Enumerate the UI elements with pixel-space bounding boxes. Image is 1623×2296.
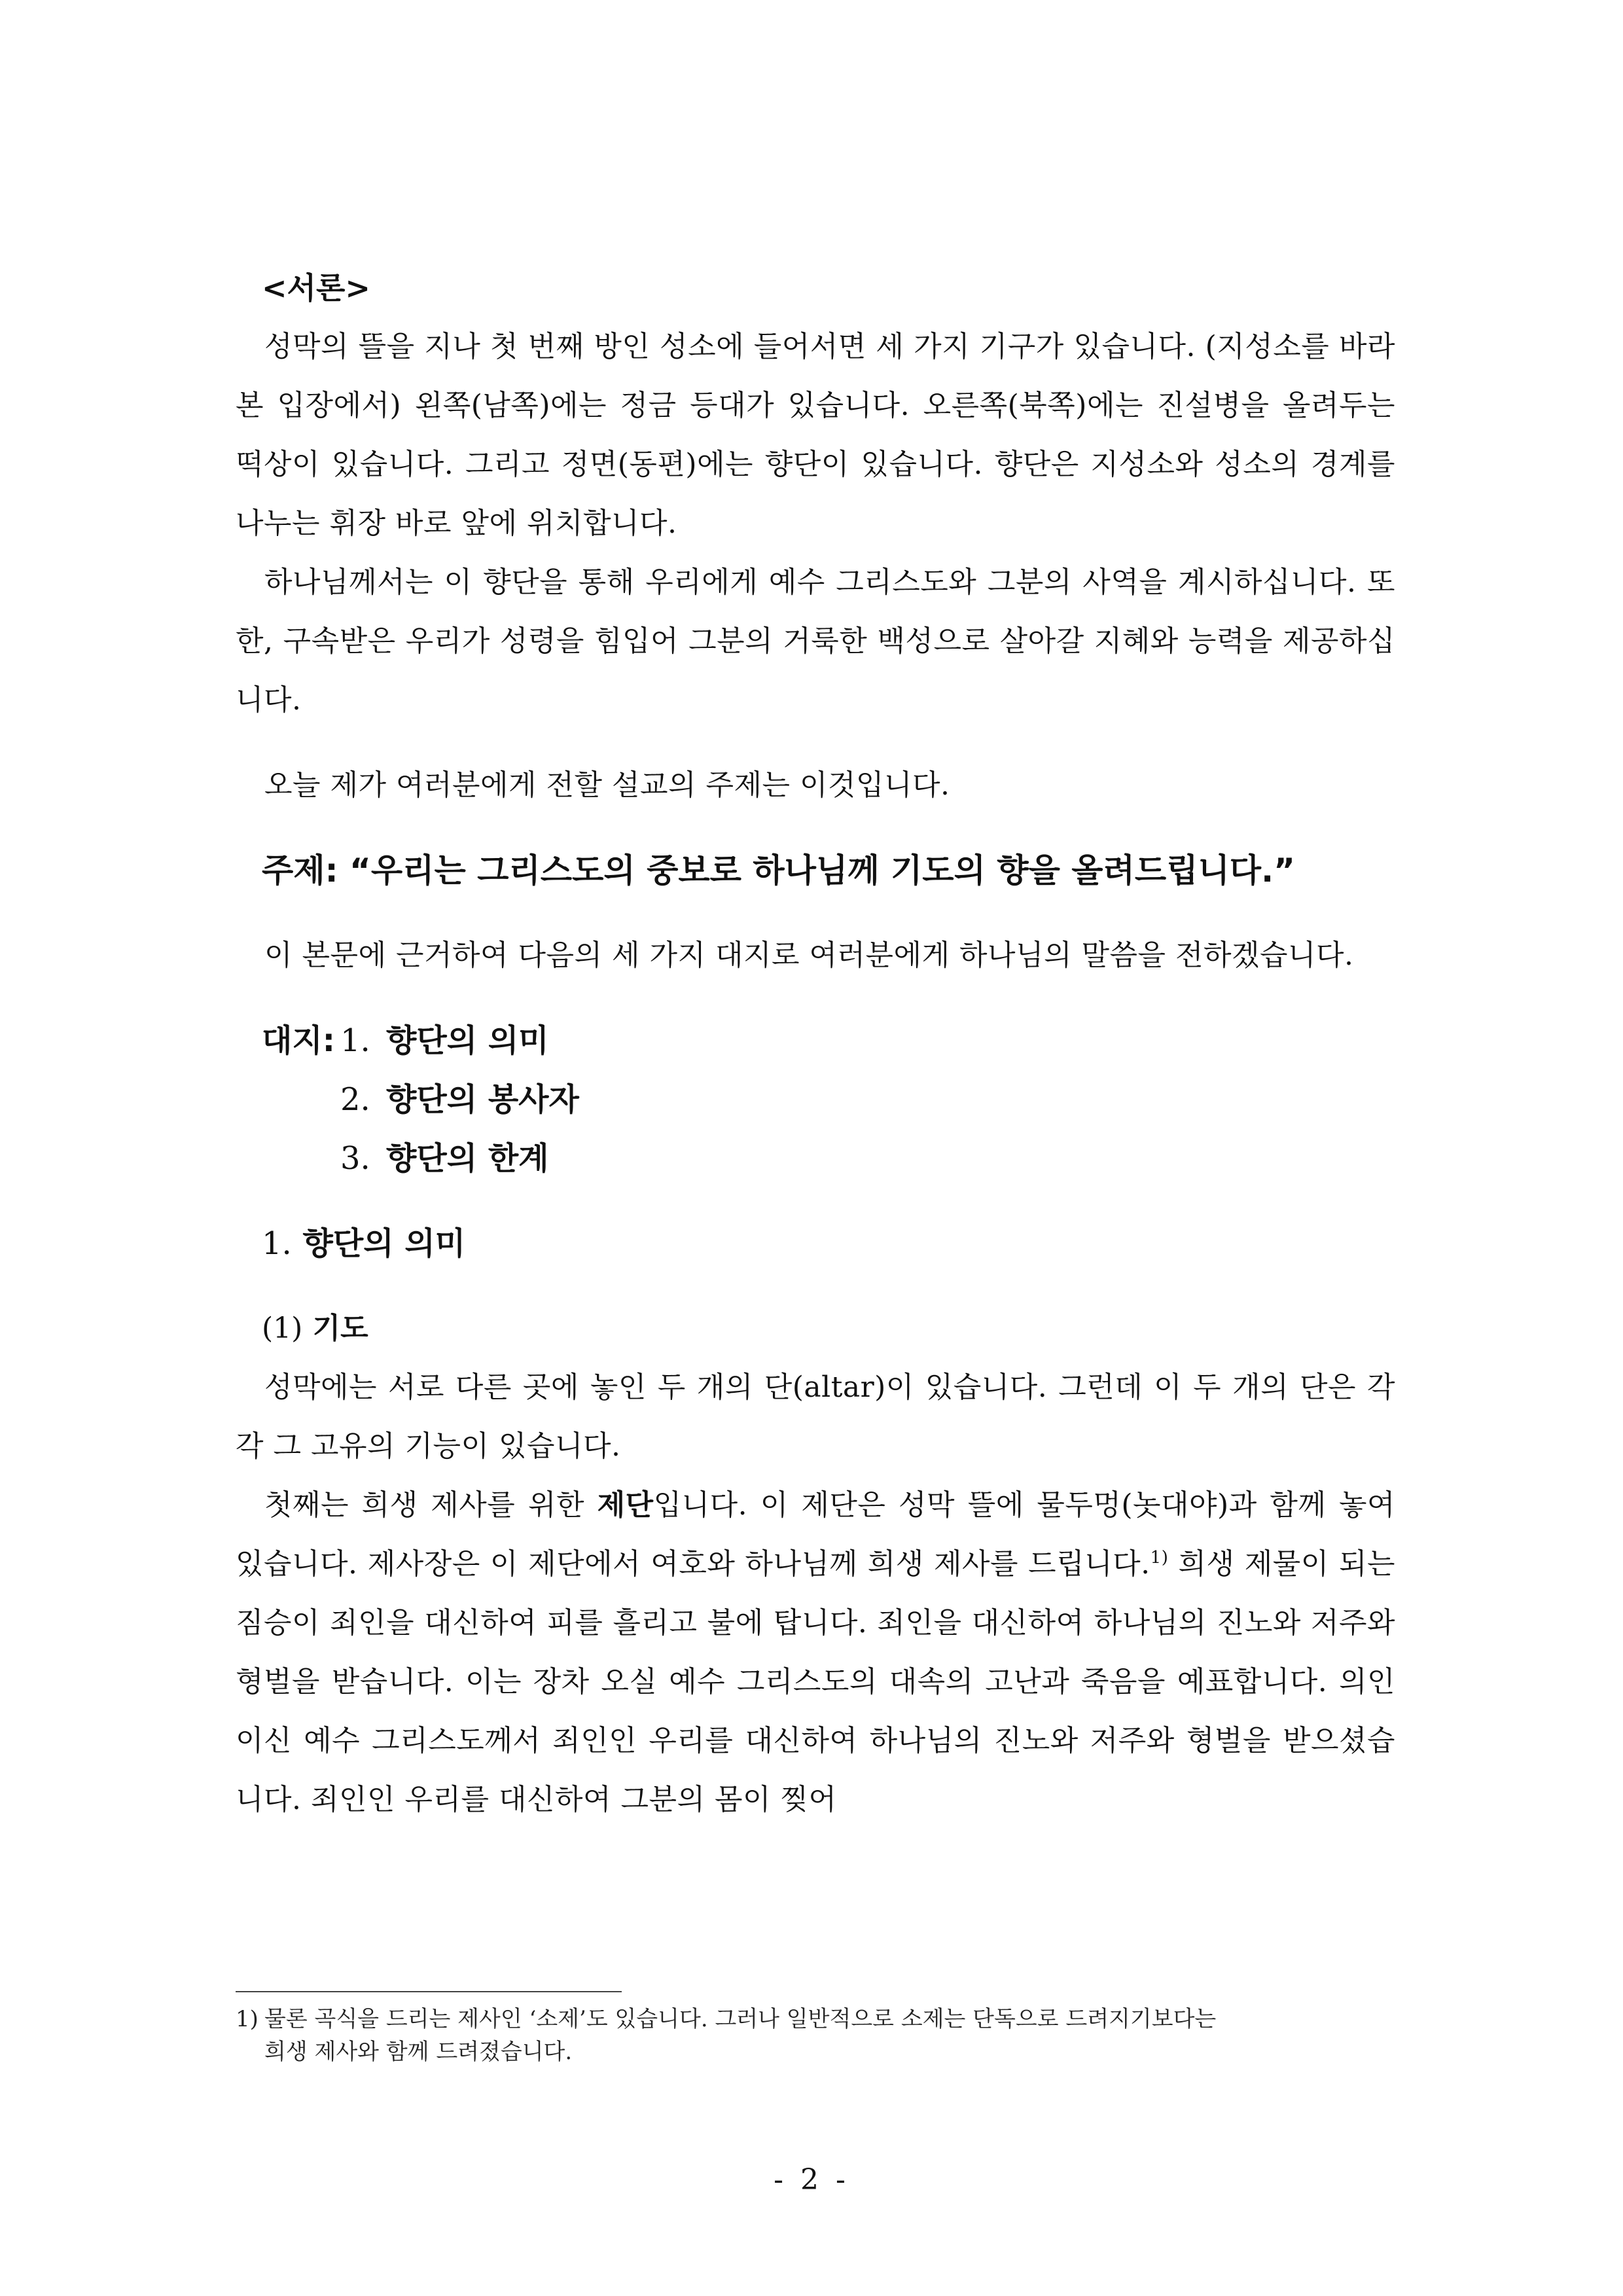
intro-paragraph-3: 오늘 제가 여러분에게 전할 설교의 주제는 이것입니다. bbox=[264, 768, 950, 802]
spacer bbox=[236, 815, 1395, 841]
footnote-reference[interactable]: 1) bbox=[1150, 1548, 1169, 1568]
main-point-row bbox=[262, 1070, 1395, 1129]
page-body bbox=[236, 259, 1395, 1829]
main-points-label-spacer bbox=[262, 1129, 340, 1188]
page-number: - 2 - bbox=[774, 2163, 849, 2197]
body-text-run: 첫째는 희생 제사를 위한 bbox=[264, 1488, 597, 1522]
main-point-text: 향단의 봉사자 bbox=[386, 1081, 579, 1118]
main-points-label-spacer bbox=[262, 1070, 340, 1129]
body-text-run: 입니다. 이 제단은 성막 뜰에 물두멍(놋대야)과 함께 놓여 있습니다. 제사장은 이 제단에서 여호와 하나님께 희생 제사를 드립니다. bbox=[236, 1488, 1396, 1581]
subsection-title bbox=[236, 1299, 1395, 1358]
section-number: 1. bbox=[262, 1225, 292, 1262]
footnote-divider bbox=[236, 1991, 622, 1992]
spacer bbox=[236, 1273, 1395, 1299]
intro-paragraph-1: 성막의 뜰을 지나 첫 번째 방인 성소에 들어서면 세 가지 기구가 있습니다. (지성소를 바라본 입장에서) 왼쪽(남쪽)에는 정금 등대가 있습니다. 오른쪽(북쪽)에는 진설병을 올려두는 떡상이 있습니다. 그리고 정면(동편)에는 향단이 있습니다. 향단은 지성소와 성소의 경계를 나누는 휘장 바로 앞에 위치합니다. bbox=[236, 330, 1395, 540]
intro-paragraph-2: 하나님께서는 이 향단을 통해 우리에게 예수 그리스도와 그분의 사역을 계시하십니다. 또한, 구속받은 우리가 성령을 힘입어 그분의 거룩한 백성으로 살아갈 지혜와 능력을 제공하십니다. bbox=[236, 565, 1395, 717]
body-text-run: 희생 제물이 되는 짐승이 죄인을 대신하여 피를 흘리고 불에 탑니다. 죄인을 대신하여 하나님의 진노와 저주와 형벌을 받습니다. 이는 장차 오실 예수 그리스도의 대속의 고난과 죽음을 예표합니다. 의인이신 예수 그리스도께서 죄인인 우리를 대신하여 하나님의 진노와 저주와 형벌을 받으셨습니다. 죄인인 우리를 대신하여 그분의 몸이 찢어 bbox=[236, 1547, 1395, 1816]
emphasis-altar: 제단 bbox=[597, 1488, 654, 1522]
main-point-number: 2. bbox=[340, 1081, 370, 1118]
spacer bbox=[236, 1188, 1395, 1214]
body-paragraph-1: 성막에는 서로 다른 곳에 놓인 두 개의 단(altar)이 있습니다. 그런데 이 두 개의 단은 각각 그 고유의 기능이 있습니다. bbox=[236, 1371, 1395, 1463]
main-point-number: 3. bbox=[340, 1140, 370, 1177]
spacer bbox=[236, 730, 1395, 756]
footnote-number: 1) bbox=[236, 2006, 259, 2032]
main-points bbox=[236, 1011, 1395, 1188]
section-title bbox=[236, 1214, 1395, 1273]
main-point-row bbox=[262, 1129, 1395, 1188]
spacer bbox=[236, 900, 1395, 926]
subsection-number: (1) bbox=[262, 1312, 303, 1345]
footnote-text: 물론 곡식을 드리는 제사인 ‘소제’도 있습니다. 그러나 일반적으로 소제는 단독으로 드려지기보다는 bbox=[264, 2006, 1217, 2032]
footnote bbox=[236, 2003, 1395, 2068]
main-point-number: 1. bbox=[340, 1022, 370, 1059]
footnote-line bbox=[236, 2003, 1395, 2036]
main-points-label: 대지: bbox=[262, 1022, 335, 1059]
sermon-theme: 주제: “우리는 그리스도의 중보로 하나님께 기도의 향을 올려드립니다.” bbox=[262, 852, 1295, 889]
main-point-text: 향단의 한계 bbox=[386, 1140, 549, 1177]
subsection-title-text: 기도 bbox=[312, 1312, 368, 1345]
spacer bbox=[236, 985, 1395, 1011]
main-point-text: 향단의 의미 bbox=[386, 1022, 549, 1059]
transition-paragraph: 이 본문에 근거하여 다음의 세 가지 대지로 여러분에게 하나님의 말씀을 전하겠습니다. bbox=[264, 939, 1354, 972]
section-title-text: 향단의 의미 bbox=[302, 1225, 466, 1262]
main-point-row bbox=[262, 1011, 1395, 1070]
footnote-text-continued: 희생 제사와 함께 드려졌습니다. bbox=[264, 2039, 573, 2065]
body-paragraph-2 bbox=[236, 1476, 1395, 1829]
intro-heading: <서론> bbox=[262, 270, 370, 306]
